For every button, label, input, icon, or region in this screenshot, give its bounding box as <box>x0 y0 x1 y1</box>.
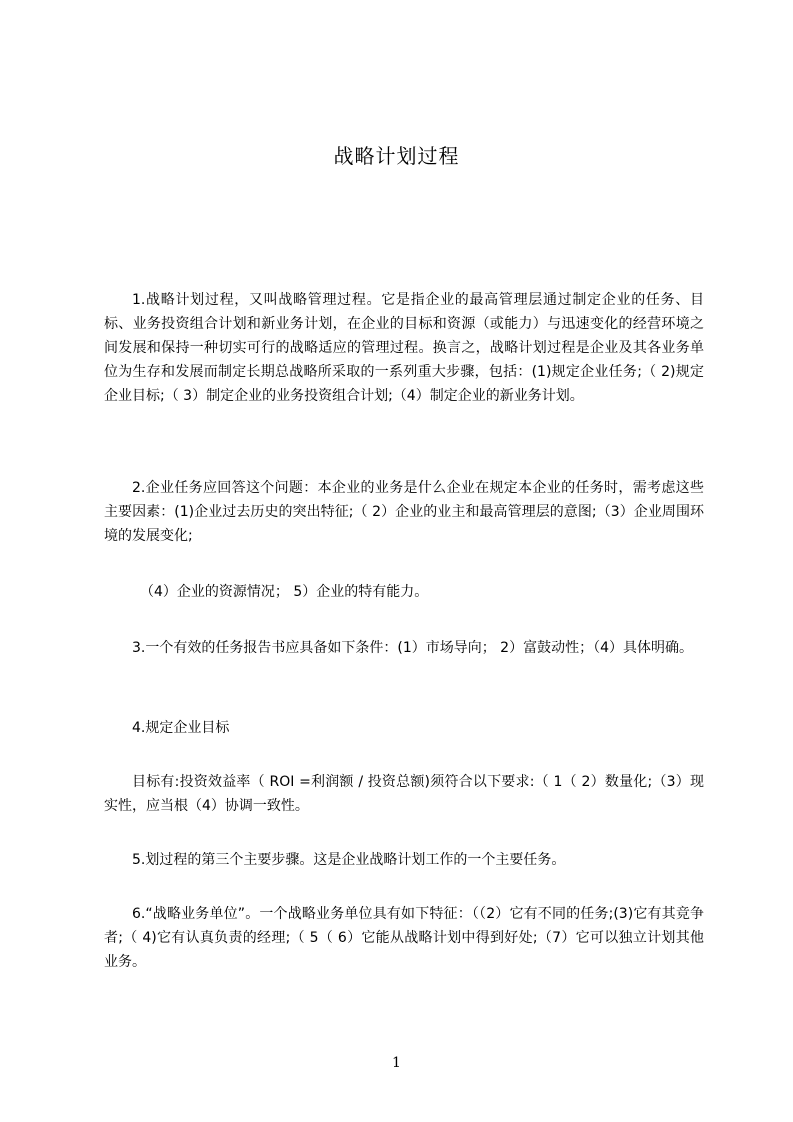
paragraph-4: 3.一个有效的任务报告书应具备如下条件：(1）市场导向； 2）富鼓动性；（4）具体明确。 <box>132 640 693 656</box>
paragraph-6: 目标有:投资效益率（ ROI =利润额 / 投资总额)须符合以下要求:（ 1（ 2）数量化;（3）现实性，应当根（4）协调一致性。 <box>104 774 704 814</box>
paragraph-1: 1.战略计划过程，又叫战略管理过程。它是指企业的最高管理层通过制定企业的任务、目标、业务投资组合计划和新业务计划，在企业的目标和资源（或能力）与迅速变化的经营环境之间发展和保持一种切实可行的战略适应的管理过程。换言之，战略计划过程是企业及其各业务单位为生存和发展而制定长期总战略所采取的一系列重大步骤，包括：(1)规定企业任务;（ 2)规定企业目标;（ 3）制定企业的业务投资组合计划;（4）制定企业的新业务计划。 <box>104 292 704 404</box>
page-number: 1 <box>392 1055 401 1071</box>
paragraph-5: 4.规定企业目标 <box>132 720 230 736</box>
paragraph-8: 6.“战略业务单位”。一个战略业务单位具有如下特征：（（2）它有不同的任务;(3)它有其竞争者;（ 4)它有认真负责的经理;（ 5（ 6）它能从战略计划中得到好处;（7）它可以独立计划其他业务。 <box>104 906 704 970</box>
paragraph-3: （4）企业的资源情况； 5）企业的特有能力。 <box>140 584 429 600</box>
paragraph-2: 2.企业任务应回答这个问题：本企业的业务是什么企业在规定本企业的任务时，需考虑这些主要因素：(1)企业过去历史的突出特征;（ 2）企业的业主和最高管理层的意图;（3）企业周围环境的发展变化; <box>104 480 704 544</box>
document-title: 战略计划过程 <box>333 144 460 168</box>
paragraph-7: 5.划过程的第三个主要步骤。这是企业战略计划工作的一个主要任务。 <box>132 852 566 868</box>
